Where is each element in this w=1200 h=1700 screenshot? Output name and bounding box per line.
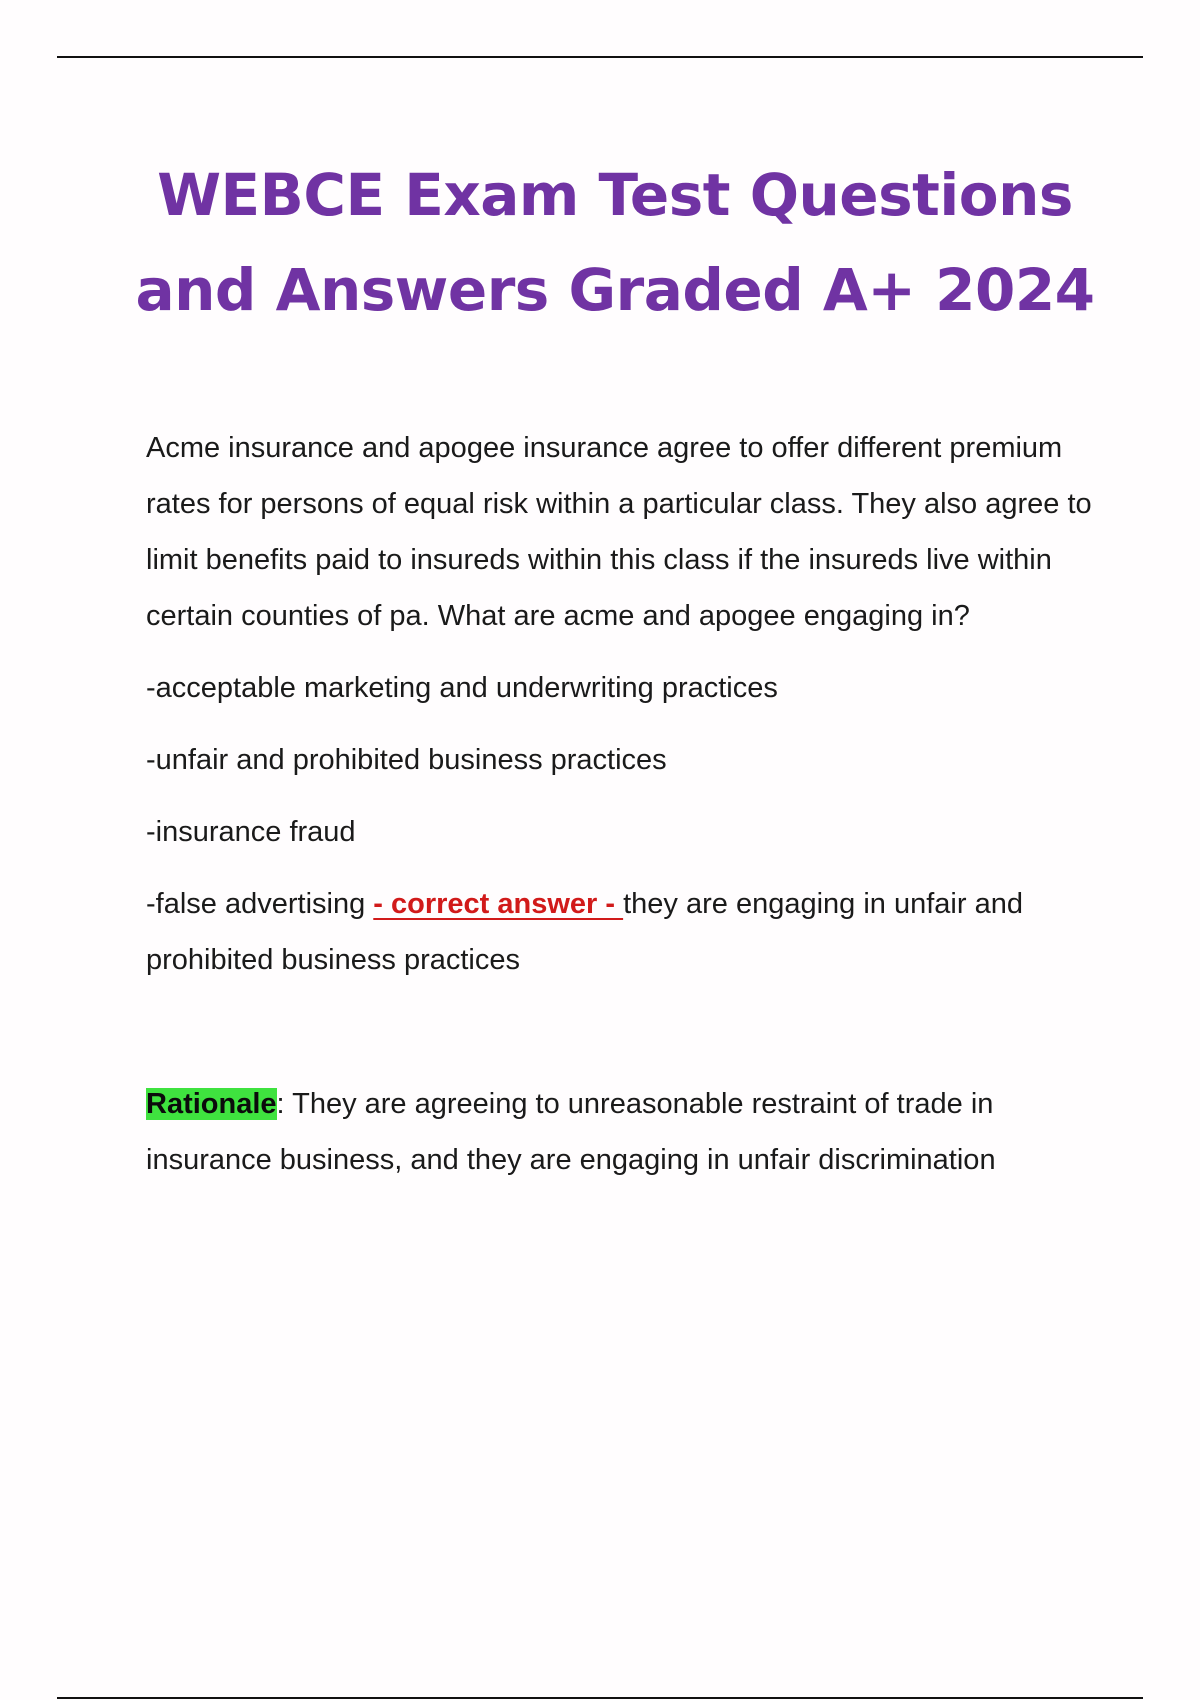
option-4: -false advertising [146,888,366,920]
question-block [146,420,1106,1188]
document-title [120,148,1110,338]
rationale-label: Rationale [146,1088,277,1120]
correct-answer-marker: - correct answer - [373,888,624,920]
rationale [146,1076,1106,1188]
answer-text: they are engaging in unfair and prohibited business practices [146,888,1023,976]
bottom-rule [57,1697,1143,1699]
title-line-1: WEBCE Exam Test Questions [157,161,1073,229]
title-line-2: and Answers Graded A+ 2024 [135,256,1095,324]
rationale-text: : They are agreeing to unreasonable restraint of trade in insurance business, and they are engaging in unfair discrimination [146,1088,996,1176]
option-2: -unfair and prohibited business practices [146,744,667,776]
question-text: Acme insurance and apogee insurance agree to offer different premium rates for persons of equal risk within a particular class. They also agree to limit benefits paid to insureds within this class if the insureds live within certain counties of pa. What are acme and apogee engaging in? [146,432,1092,632]
top-rule [57,56,1143,58]
option-1: -acceptable marketing and underwriting practices [146,672,778,704]
option-4-with-answer [146,876,1106,988]
option-3: -insurance fraud [146,816,356,848]
